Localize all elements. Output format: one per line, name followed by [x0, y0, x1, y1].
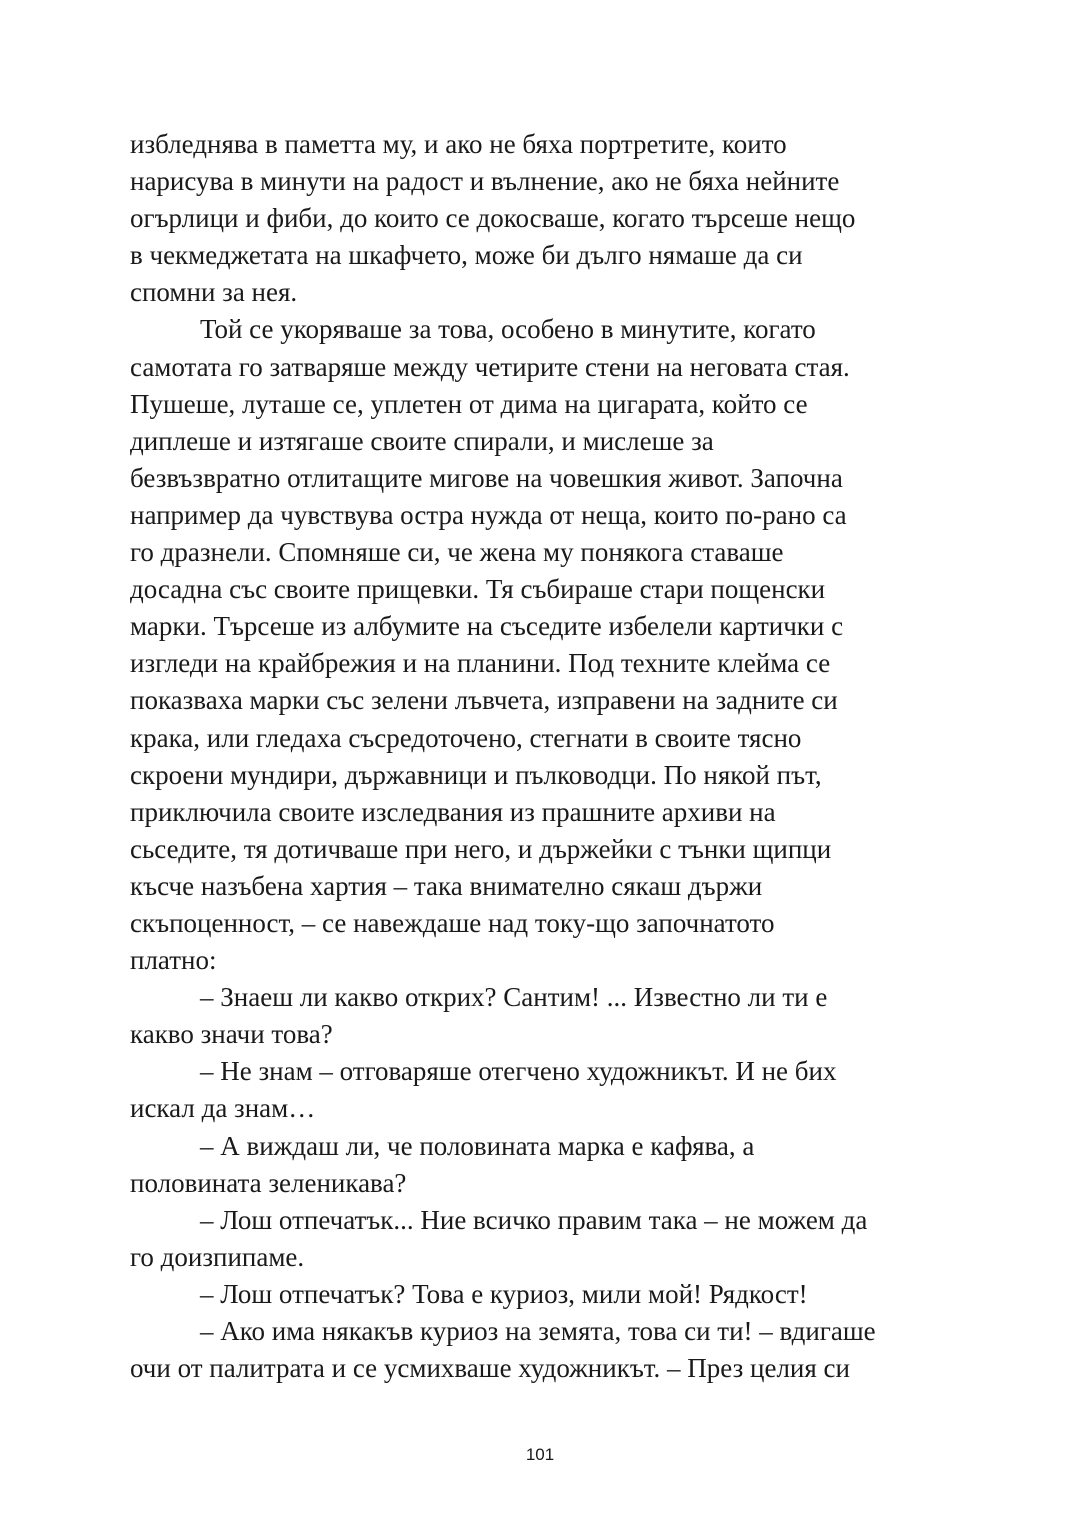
- text-line: – Не знам – отговаряше отегчено художникът. И не бих: [200, 1056, 837, 1087]
- paragraph: [130, 1053, 965, 1127]
- text-line: показваха марки със зелени лъвчета, изправени на задните си: [130, 685, 838, 716]
- text-line: платно:: [130, 945, 217, 976]
- text-line: късче назъбена хартия – така внимателно сякаш държи: [130, 870, 763, 901]
- text-line: искал да знам…: [130, 1093, 316, 1124]
- text-line: диплеше и изтягаше своите спирали, и мислеше за: [130, 425, 714, 456]
- text-line: марки. Търсеше из албумите на съседите избелели картички с: [130, 611, 844, 642]
- text-line: приключила своите изследвания из прашните архиви на: [130, 796, 776, 827]
- paragraph: [130, 126, 965, 311]
- text-line: сьседите, тя дотичваше при него, и държейки с тънки щипци: [130, 833, 832, 864]
- text-line: в чекмеджетата на шкафчето, може би дълго нямаше да си: [130, 240, 803, 271]
- text-line: – А виждаш ли, че половината марка е кафява, а: [200, 1130, 755, 1161]
- paragraph: [130, 1276, 965, 1313]
- text-line: скроени мундири, държавници и пълководци. По някой път,: [130, 759, 822, 790]
- text-line: избледнява в паметта му, и ако не бяха портретите, които: [130, 129, 787, 159]
- text-line: нарисува в минути на радост и вълнение, ако не бяха нейните: [130, 166, 840, 197]
- text-line: – Ако има някакъв куриоз на земята, това си ти! – вдигаше: [200, 1316, 876, 1346]
- text-line: спомни за нея.: [130, 277, 298, 308]
- page-number: 101: [525, 1445, 555, 1464]
- paragraph: [130, 979, 965, 1053]
- text-line: Пушеше, луташе се, уплетен от дима на цигарата, който се: [130, 388, 808, 419]
- text-line: Той се укоряваше за това, особено в минутите, когато: [200, 314, 816, 345]
- paragraph: [130, 1128, 965, 1202]
- paragraph: [130, 1202, 965, 1276]
- text-line: го дразнели. Спомняше си, че жена му понякога ставаше: [130, 537, 784, 568]
- text-line: – Лош отпечатък? Това е куриоз, мили мой! Рядкост!: [200, 1278, 808, 1309]
- text-line: – Знаеш ли какво открих? Сантим! ... Известно ли ти е: [200, 982, 828, 1013]
- text-line: какво значи това?: [130, 1019, 333, 1050]
- text-line: го доизпипаме.: [130, 1241, 305, 1272]
- text-line: досадна със своите прищевки. Тя събираше стари пощенски: [130, 574, 826, 605]
- body-text: [130, 126, 965, 1387]
- paragraph: [130, 311, 965, 979]
- text-line: изгледи на крайбрежия и на планини. Под техните клейма се: [130, 648, 831, 679]
- text-line: очи от палитрата и се усмихваше художникът. – През целия си: [130, 1353, 850, 1384]
- text-line: например да чувствува остра нужда от неща, които по-рано са: [130, 499, 847, 530]
- text-line: самотата го затваряше между четирите стени на неговата стая.: [130, 351, 850, 382]
- text-line: огърлици и фиби, до които се докосваше, когато търсеше нещо: [130, 203, 856, 234]
- text-line: крака, или гледаха съсредоточено, стегнати в своите тясно: [130, 722, 802, 753]
- text-line: половината зеленикава?: [130, 1167, 407, 1198]
- paragraph: [130, 1313, 965, 1387]
- text-line: скъпоценност, – се навеждаше над току-що започнатото: [130, 907, 775, 938]
- text-line: – Лош отпечатък... Ние всичко правим така – не можем да: [200, 1204, 868, 1235]
- text-line: безвъзвратно отлитащите мигове на човешкия живот. Започна: [130, 462, 843, 493]
